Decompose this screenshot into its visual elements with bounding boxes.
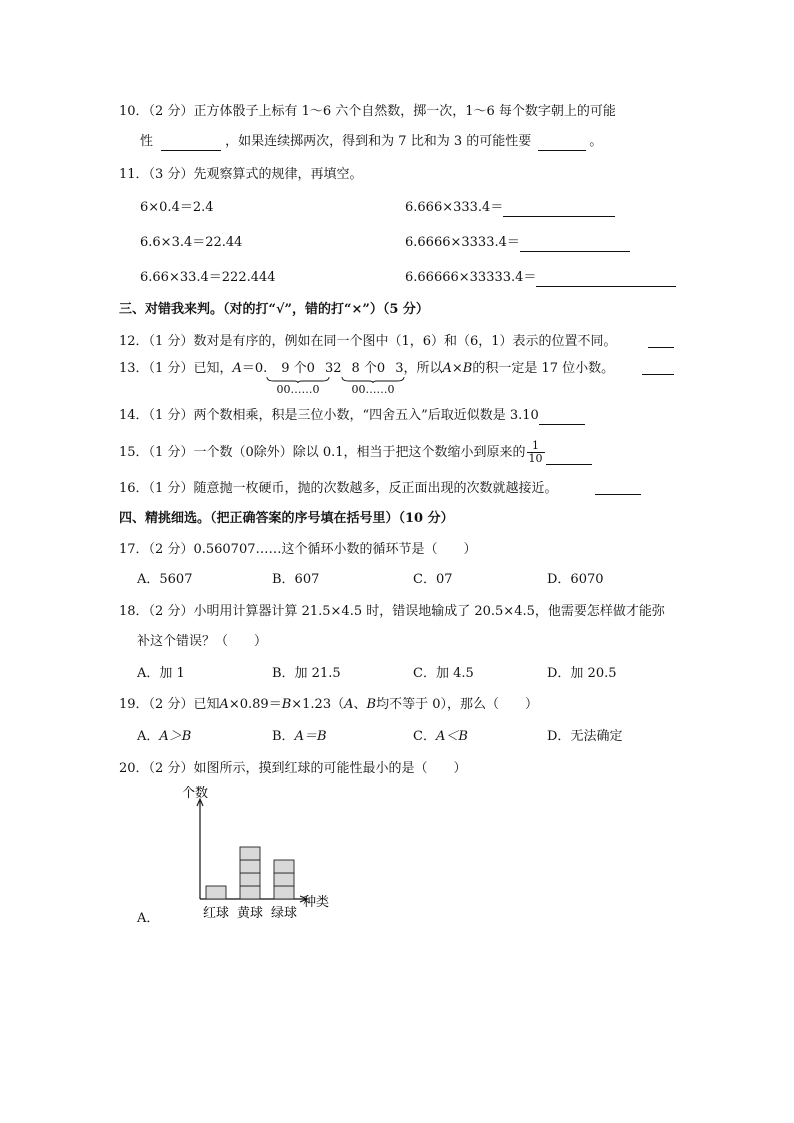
question-number: 15．	[119, 445, 149, 460]
question-text: ×	[451, 361, 463, 376]
question-score: （2 分）	[148, 104, 194, 119]
question-text: 8 个0	[351, 361, 386, 376]
question-number: 10．	[119, 104, 149, 119]
bar-cell-绿球	[274, 873, 294, 886]
question-score: （2 分）	[148, 761, 194, 776]
bar-cell-黄球	[240, 860, 260, 873]
q17-option-b[interactable]: B．607	[272, 572, 320, 587]
brace-eight-zeros	[341, 377, 405, 396]
question-text: 先观察算式的规律，再填空。	[193, 167, 363, 182]
question-score: （1 分）	[148, 408, 194, 423]
question-text: ＝0.	[241, 361, 268, 376]
q12-line	[119, 333, 617, 351]
question-number: 17．	[119, 542, 149, 557]
question-text: 已知	[193, 697, 220, 712]
variable-b: B	[366, 697, 377, 712]
option-letter: A．	[137, 729, 160, 744]
answer-blank[interactable]	[539, 410, 585, 425]
question-text: 数对是有序的，例如在同一个图中（1，6）和（6，1）表示的位置不同。	[193, 334, 617, 349]
question-number: 20．	[119, 761, 149, 776]
option-letter: C．	[413, 729, 436, 744]
question-text: 小明用计算器计算 21.5×4.5 时，错误地输成了 20.5×4.5，他需要怎样做才能弥	[193, 604, 665, 619]
q19-option-b[interactable]	[272, 728, 327, 746]
chart-bars	[206, 847, 294, 899]
category-label: 红球	[202, 906, 230, 921]
q11-right-2	[405, 234, 630, 252]
variable-a: A	[442, 361, 452, 376]
x-axis-label: 种类	[303, 895, 330, 910]
question-text: 正方体骰子上标有 1～6 六个自然数，掷一次，1～6 每个数字朝上的可能	[193, 104, 616, 119]
q18-option-a[interactable]: A．加 1	[137, 666, 185, 681]
question-text: 如图所示，摸到红球的可能性最小的是（ ）	[193, 761, 467, 776]
section-3-title: 三、对错我来判。（对的打“√”，错的打“×”）（5 分）	[119, 302, 429, 317]
question-text: 均不等于 0），那么（ ）	[376, 697, 538, 712]
question-number: 16．	[119, 481, 149, 496]
question-text: 已知，	[193, 361, 233, 376]
question-text: 随意抛一枚硬币，抛的次数越多，反正面出现的次数就越接近。	[193, 481, 558, 496]
answer-blank[interactable]	[536, 272, 676, 287]
q18-option-b[interactable]: B．加 21.5	[272, 666, 341, 681]
q18-line1	[119, 603, 665, 621]
q11-right-3	[405, 269, 676, 287]
variable-a: A	[344, 697, 354, 712]
equation-text: 6.66666×33333.4＝	[405, 270, 537, 285]
question-score: （1 分）	[148, 361, 194, 376]
question-score: （2 分）	[148, 542, 194, 557]
question-score: （2 分）	[148, 697, 194, 712]
question-score: （1 分）	[148, 445, 194, 460]
answer-blank[interactable]	[642, 360, 674, 375]
answer-blank[interactable]	[595, 480, 641, 495]
question-number: 11．	[119, 167, 149, 182]
question-number: 18．	[119, 604, 149, 619]
question-text: 一个数（0除外）除以 0.1，相当于把这个数缩小到原来的	[193, 445, 526, 460]
answer-blank[interactable]	[503, 202, 615, 217]
q11-left-3: 6.66×33.4＝222.444	[140, 270, 276, 285]
question-score: （1 分）	[148, 334, 194, 349]
option-expression: A＞B	[159, 729, 192, 744]
question-text: 两个数相乘，积是三位小数，“四舍五入”后取近似数是 3.10	[193, 408, 539, 423]
bar-cell-黄球	[240, 873, 260, 886]
q20-option-a[interactable]: A．	[137, 911, 160, 926]
q11-line	[119, 166, 362, 184]
bar-cell-绿球	[274, 860, 294, 873]
q17-option-d[interactable]: D．6070	[547, 572, 604, 587]
q17-option-a[interactable]: A．5607	[137, 572, 193, 587]
equation-text: 6.666×333.4＝	[405, 200, 504, 215]
question-text: 3，所以	[395, 361, 443, 376]
variable-b: B	[462, 361, 473, 376]
bar-cell-黄球	[240, 886, 260, 899]
q19-line	[119, 696, 538, 714]
question-text: 的积一定是 17 位小数。	[472, 361, 615, 376]
question-text: 性	[140, 134, 154, 149]
answer-blank[interactable]	[538, 136, 586, 151]
question-text: ×1.23（	[291, 697, 345, 712]
ball-count-bar-chart	[180, 785, 340, 925]
answer-blank[interactable]	[546, 450, 592, 465]
question-number: 14．	[119, 408, 149, 423]
q11-left-1: 6×0.4＝2.4	[140, 200, 214, 215]
section-4-title: 四、精挑细选。（把正确答案的序号填在括号里）（10 分）	[119, 511, 454, 526]
q16-line	[119, 480, 557, 498]
question-text: 32	[324, 361, 342, 376]
variable-b: B	[281, 697, 292, 712]
q17-option-c[interactable]: C．07	[413, 572, 453, 587]
question-text: 9 个0	[281, 361, 315, 376]
brace-label: 00……0	[276, 383, 320, 396]
question-text: 。	[589, 134, 603, 149]
category-label: 绿球	[270, 906, 298, 921]
bar-cell-红球	[206, 886, 226, 899]
q18-line2: 补这个错误？（ ）	[137, 634, 268, 649]
brace-nine-zeros	[266, 377, 330, 396]
q10-line2	[140, 133, 602, 151]
answer-blank[interactable]	[520, 237, 630, 252]
question-score: （3 分）	[148, 167, 194, 182]
question-text: ，如果连续掷两次，得到和为 7 比和为 3 的可能性要	[225, 134, 532, 149]
fraction-one-tenth	[527, 440, 545, 465]
answer-blank[interactable]	[161, 136, 221, 151]
q18-option-c[interactable]: C．加 4.5	[413, 666, 474, 681]
q20-line	[119, 760, 466, 778]
bar-cell-绿球	[274, 886, 294, 899]
question-score: （2 分）	[148, 604, 194, 619]
option-letter: D．	[547, 729, 571, 744]
answer-blank[interactable]	[648, 333, 674, 348]
equation-text: 6.6666×3333.4＝	[405, 235, 520, 250]
q13-line	[119, 360, 614, 378]
option-expression: 无法确定	[570, 729, 623, 744]
q14-line	[119, 407, 585, 425]
question-number: 12．	[119, 334, 149, 349]
q17-line	[119, 541, 476, 559]
option-expression: A＜B	[435, 729, 468, 744]
y-axis-label: 个数	[182, 786, 209, 801]
brace-label: 00……0	[351, 383, 395, 396]
q18-option-d[interactable]: D．加 20.5	[547, 666, 617, 681]
bar-cell-黄球	[240, 847, 260, 860]
q19-option-a[interactable]	[137, 728, 191, 746]
q10-line1	[119, 103, 616, 121]
fraction-numerator: 1	[527, 440, 545, 453]
question-text: 0.560707……这个循环小数的循环节是（ ）	[193, 542, 477, 557]
question-number: 19．	[119, 697, 149, 712]
question-text: 、	[353, 697, 367, 712]
option-expression: A＝B	[294, 729, 327, 744]
category-label: 黄球	[236, 906, 264, 921]
q19-option-c[interactable]	[413, 728, 468, 746]
variable-a: A	[219, 697, 229, 712]
q11-left-2: 6.6×3.4＝22.44	[140, 235, 243, 250]
question-number: 13．	[119, 361, 149, 376]
fraction-denominator: 10	[528, 452, 543, 465]
question-text: ×0.89＝	[228, 697, 282, 712]
q11-right-1	[405, 199, 615, 217]
option-letter: B．	[272, 729, 295, 744]
q19-option-d[interactable]	[547, 728, 622, 746]
variable-a: A	[232, 361, 242, 376]
question-score: （1 分）	[148, 481, 194, 496]
q15-line	[119, 440, 592, 465]
